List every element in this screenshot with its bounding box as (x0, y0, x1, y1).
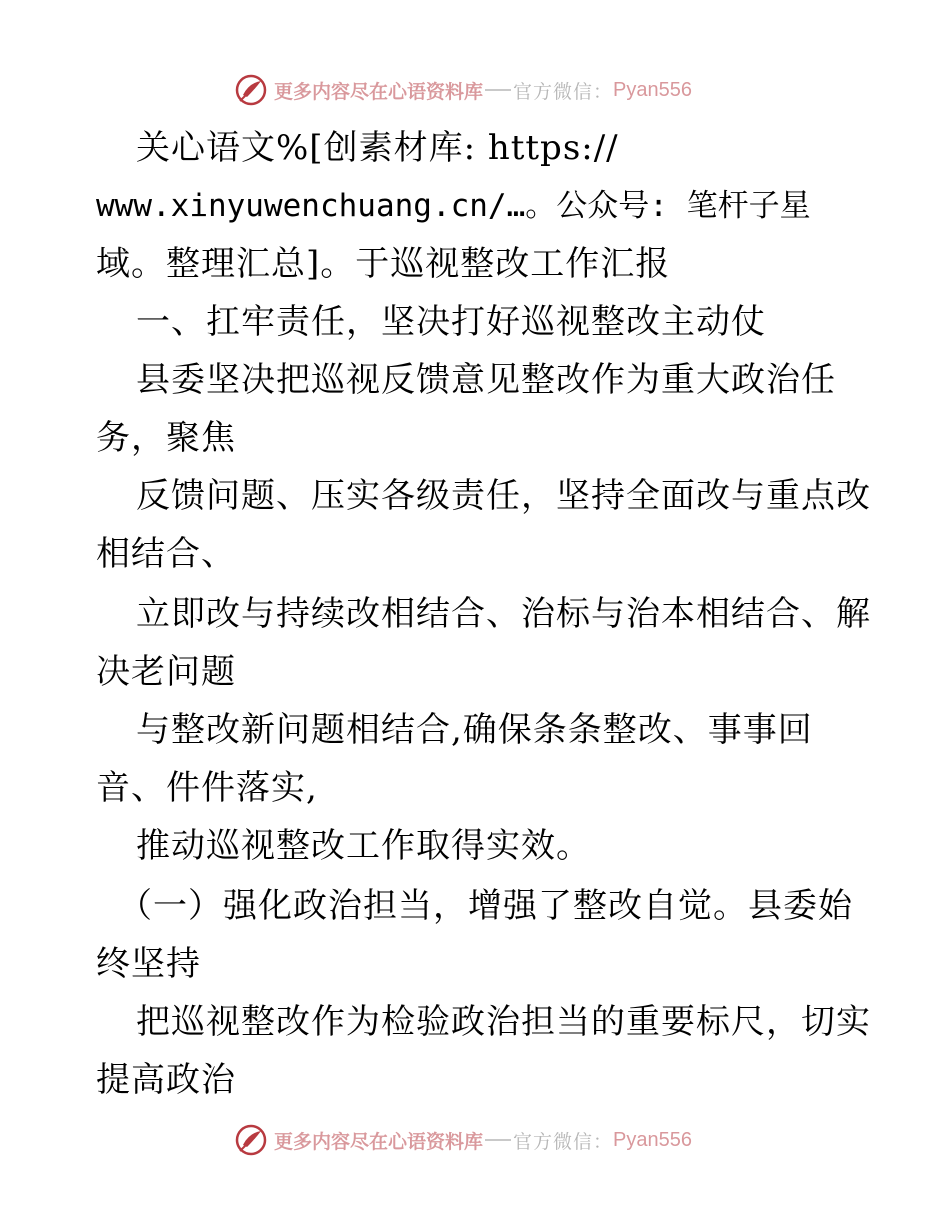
subsection-heading: （一）强化政治担当，增强了整改自觉。县委始 (118, 886, 853, 926)
text-line: 关心语文%[创素材库: https:// (136, 128, 619, 168)
header-watermark-banner (234, 70, 692, 110)
wechat-label: 官方微信： (513, 80, 614, 103)
text-line: 反馈问题、压实各级责任，坚持全面改与重点改 (136, 476, 871, 516)
promo-text: 更多内容尽在心语资料库 (274, 1130, 484, 1153)
banner-dash (485, 1139, 511, 1141)
wechat-id: Pyan556 (613, 78, 692, 101)
text-line: 与整改新问题相结合,确保条条整改、事事回 (136, 710, 813, 750)
text-line: 务，聚焦 (96, 418, 236, 458)
wechat-id: Pyan556 (613, 1128, 692, 1151)
brush-logo-icon (234, 73, 268, 107)
text-line: 立即改与持续改相结合、治标与治本相结合、解 (136, 594, 871, 634)
text-line: 决老问题 (96, 652, 236, 692)
text-line: 把巡视整改作为检验政治担当的重要标尺，切实 (136, 1002, 871, 1042)
text-line: www.xinyuwenchuang.cn/…。公众号: 笔杆子星 (96, 188, 811, 224)
footer-watermark-banner (234, 1120, 692, 1160)
text-line: 终坚持 (96, 944, 201, 984)
banner-dash (485, 89, 511, 91)
text-line: 推动巡视整改工作取得实效。 (136, 826, 591, 866)
brush-logo-icon (234, 1123, 268, 1157)
text-line: 域。整理汇总]。于巡视整改工作汇报 (96, 244, 671, 284)
text-line: 音、件件落实, (96, 768, 318, 808)
promo-text: 更多内容尽在心语资料库 (274, 80, 484, 103)
text-line: 提高政治 (96, 1060, 236, 1100)
wechat-label: 官方微信： (513, 1130, 614, 1153)
section-heading: 一、扛牢责任，坚决打好巡视整改主动仗 (136, 302, 766, 342)
text-line: 县委坚决把巡视反馈意见整改作为重大政治任 (136, 360, 836, 400)
text-line: 相结合、 (96, 534, 236, 574)
